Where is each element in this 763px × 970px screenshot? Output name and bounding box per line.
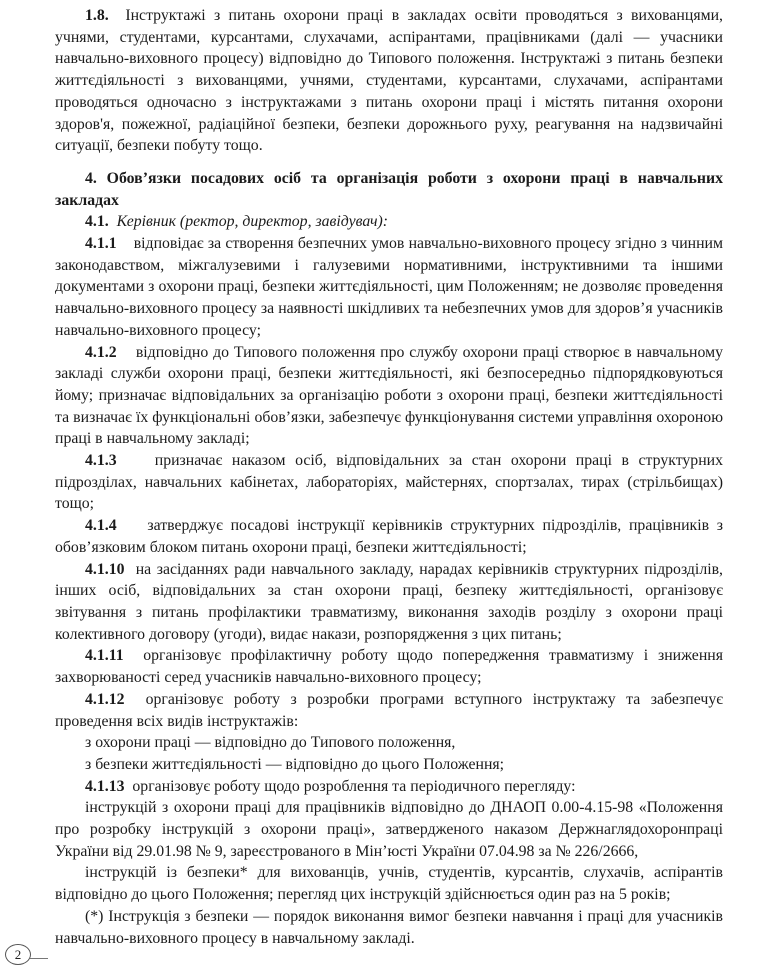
list-item-student-instructions: інструкцій із безпеки* для вихованців, учнів, студентів, курсантів, слухачів, аспірантів відповідно до цього Положення; перегляд цих інструкцій здійснюється один раз на 5 років; <box>55 864 723 904</box>
page-number-rule <box>30 958 48 959</box>
paragraph-4-1-3 <box>55 450 723 515</box>
paragraph-4-1-10 <box>55 559 723 646</box>
clause-text: призначає наказом осіб, відповідальних за стан охорони праці в структурних підрозділах, навчальних кабінетах, лабораторіях, майстернях, спортзалах, тирах (стрільбищах) тощо; <box>55 452 724 513</box>
list-item-life-safety: з безпеки життєдіяльності — відповідно до цього Положення; <box>85 755 505 773</box>
clause-text: організовує роботу з розробки програми вступного інструктажу та забезпечує проведення всіх видів інструктажів: <box>55 690 723 730</box>
paragraph-4-1-4 <box>55 515 723 558</box>
paragraph-1-8 <box>55 5 723 157</box>
clause-number: 4.1.11 <box>85 647 124 665</box>
clause-text: затверджує посадові інструкції керівників структурних підрозділів, працівників з обов’язковим блоком питань охорони праці, безпеки життєдіяльності; <box>55 517 724 556</box>
clause-text: Інструктажі з питань охорони праці в закладах освіти проводяться з вихованцями, учнями, студентами, курсантами, слухачами, аспірантами, працівниками (далі — учасники навчально-виховного процесу) відповідно до Типового положення. Інструктажі з питань безпеки життєдіяльності з вихованцями, учнями, студентами, курсантами, слухачами, аспірантами проводяться одночасно з інструктажами з питань охорони праці і містять питання охорони здоров'я, пожежної, радіаційної безпеки, безпеки дорожнього руху, реагування на надзвичайні ситуації, безпеки побуту тощо. <box>55 7 723 155</box>
paragraph-4-1-12 <box>55 689 723 732</box>
clause-number: 4.1.2 <box>85 343 117 361</box>
page-number-badge: 2 <box>5 944 31 965</box>
clause-number: 4.1.1 <box>85 235 117 253</box>
paragraph-4-1-13 <box>55 776 723 798</box>
list-item-labor-safety: з охорони праці — відповідно до Типового положення, <box>85 734 456 752</box>
clause-number: 1.8. <box>85 7 109 24</box>
list-item-worker-instructions: інструкцій з охорони праці для працівників відповідно до ДНАОП 0.00-4.15-98 «Положення про розробку інструкцій з охорони праці», затвердженого наказом Держнаглядохоронпраці України від 29.01.98 № 9, зареєстрованого в Мін’юсті України 07.04.98 за № 226/2666, <box>55 799 723 860</box>
clause-number: 4.1.13 <box>85 777 125 795</box>
clause-number: 4.1. <box>85 213 109 231</box>
paragraph-4-1-1 <box>55 233 723 342</box>
paragraph-4-1-2 <box>55 342 723 451</box>
clause-text: відповідно до Типового положення про службу охорони праці створює в навчальному закладі служби охорони праці, безпеки життєдіяльності, які безпосередньо підпорядковуються йому; призначає відповідальних за організацію роботи з охорони праці, безпеки життєдіяльності та визначає їх функціональні обов’язки, забезпечує функціонування системи управління охороною праці в навчальному закладі; <box>55 343 723 448</box>
clause-number: 4.1.3 <box>85 452 117 470</box>
clause-number: 4.1.4 <box>85 517 117 535</box>
clause-number: 4.1.12 <box>85 690 125 708</box>
footnote: (*) Інструкція з безпеки — порядок виконання вимог безпеки навчання і праці для учасників навчально-виховного процесу в навчальному закладі. <box>55 907 723 947</box>
clause-number: 4.1.10 <box>85 560 125 578</box>
clause-text: на засіданнях ради навчального закладу, нарадах керівників структурних підрозділів, інших осіб, відповідальних за стан охорони праці, безпеку життєдіяльності, організовує звітування з питань профілактики травматизму, виконання заходів розділу з охорони праці колективного договору (угоди), видає накази, розпорядження з цих питань; <box>55 560 723 643</box>
paragraph-4-1-11 <box>55 645 723 688</box>
section-4-heading: 4. Обов’язки посадових осіб та організація роботи з охорони праці в навчальних закладах <box>55 169 723 209</box>
clause-text: організовує профілактичну роботу щодо попередження травматизму і зниження захворюваності серед учасників навчально-виховного процесу; <box>55 647 723 687</box>
paragraph-4-1 <box>55 211 723 233</box>
clause-text: відповідає за створення безпечних умов навчально-виховного процесу згідно з чинним законодавством, міжгалузевими і галузевими нормативними, інструктивними та іншими документами з охорони праці, безпеки життєдіяльності, цим Положенням; не дозволяє проведення навчально-виховного процесу за наявності шкідливих та небезпечних умов для здоров’я учасників навчально-виховного процесу; <box>55 235 724 339</box>
document-body <box>55 5 723 949</box>
clause-text: організовує роботу щодо розроблення та періодичного перегляду: <box>132 777 576 795</box>
clause-text: Керівник (ректор, директор, завідувач): <box>116 213 389 231</box>
